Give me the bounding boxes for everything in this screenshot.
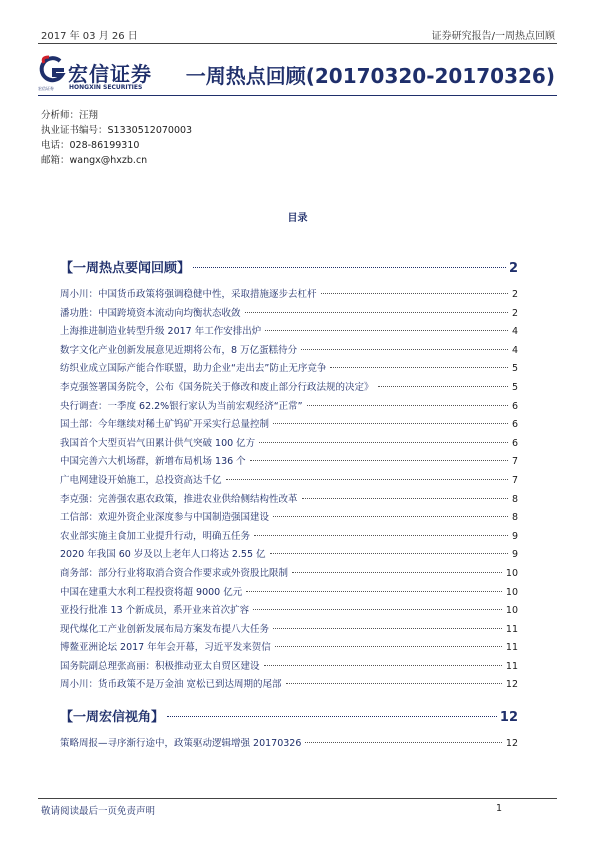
toc-entry[interactable] <box>60 491 518 510</box>
analyst-info <box>41 108 192 168</box>
toc-entry-title: 纺织业成立国际产能合作联盟，助力企业“走出去”防止无序竞争 <box>60 363 327 375</box>
toc-entry-page: 8 <box>511 512 518 524</box>
page-number: 1 <box>496 803 503 814</box>
toc-entry-page: 6 <box>511 419 518 431</box>
toc-section[interactable] <box>60 252 518 286</box>
toc-entry-title: 国土部：今年继续对稀土矿钨矿开采实行总量控制 <box>60 419 270 431</box>
toc-entry-page: 10 <box>505 605 518 617</box>
toc-leader-dots <box>245 312 508 313</box>
toc-leader-dots <box>270 553 508 554</box>
toc-entry-page: 4 <box>511 326 518 338</box>
toc-leader-dots <box>253 609 502 610</box>
toc-entry[interactable] <box>60 435 518 454</box>
toc-entry[interactable] <box>60 286 518 305</box>
toc-leader-dots <box>275 646 502 647</box>
toc-entry[interactable] <box>60 584 518 603</box>
toc-leader-dots <box>264 665 502 666</box>
logo-name-cn: 宏信证券 <box>68 62 152 86</box>
toc-leader-dots <box>302 498 508 499</box>
toc-entry[interactable] <box>60 472 518 491</box>
toc-leader-dots <box>265 330 508 331</box>
toc-entry-page: 2 <box>511 307 518 319</box>
toc-entry-page: 11 <box>505 660 518 672</box>
analyst-name: 分析师：汪翔 <box>41 110 99 121</box>
toc-section-title: 【一周宏信视角】 <box>60 710 165 726</box>
toc-entry-page: 6 <box>511 437 518 449</box>
toc-section-page: 12 <box>499 710 518 726</box>
analyst-email: 邮箱：wangx@hxzb.cn <box>41 155 148 166</box>
toc-entry-title: 工信部：欢迎外资企业深度参与中国制造强国建设 <box>60 512 270 524</box>
toc-entry[interactable] <box>60 323 518 342</box>
toc-leader-dots <box>246 591 502 592</box>
toc-entry-title: 农业部实施主食加工业提升行动，明确五任务 <box>60 530 251 542</box>
toc-entry[interactable] <box>60 639 518 658</box>
report-type: 证券研究报告/一周热点回顾 <box>431 31 555 42</box>
toc-entry-title: 数字文化产业创新发展意见近期将公布，8 万亿蛋糕待分 <box>60 344 298 356</box>
toc-entry[interactable] <box>60 453 518 472</box>
toc-leader-dots <box>193 267 506 268</box>
toc-entry[interactable] <box>60 360 518 379</box>
toc-entry[interactable] <box>60 398 518 417</box>
toc-entry-page: 9 <box>511 530 518 542</box>
toc-entry-title: 李克强签署国务院令，公布《国务院关于修改和废止部分行政法规的决定》 <box>60 381 374 393</box>
toc-entry-title: 潘功胜：中国跨境资本流动向均衡状态收敛 <box>60 307 241 319</box>
report-title: 一周热点回顾(20170320-20170326) <box>185 64 555 88</box>
toc-section[interactable] <box>60 701 518 735</box>
toc-leader-dots <box>305 742 502 743</box>
toc-entry[interactable] <box>60 416 518 435</box>
toc-leader-dots <box>307 405 508 406</box>
toc-entry[interactable] <box>60 621 518 640</box>
toc-entry-page: 4 <box>511 344 518 356</box>
toc-entry[interactable] <box>60 565 518 584</box>
toc-entry-page: 7 <box>511 456 518 468</box>
analyst-phone: 电话：028-86199310 <box>41 140 140 151</box>
logo-name-en: HONGXIN SECURITIES <box>69 84 143 91</box>
toc-entry-page: 10 <box>505 586 518 598</box>
toc-entry-page: 5 <box>511 381 518 393</box>
toc-leader-dots <box>286 683 502 684</box>
toc-leader-dots <box>292 572 502 573</box>
toc-leader-dots <box>167 716 497 717</box>
toc-entry-page: 12 <box>505 738 518 750</box>
toc-heading: 目录 <box>287 213 308 224</box>
toc-entry-page: 11 <box>505 642 518 654</box>
toc-entry[interactable] <box>60 676 518 695</box>
toc-entry-title: 央行调查：一季度 62.2%银行家认为当前宏观经济“正常” <box>60 400 303 412</box>
toc-entry-page: 11 <box>505 623 518 635</box>
toc-entry-title: 中国完善六大机场群，新增布局机场 136 个 <box>60 456 246 468</box>
toc-leader-dots <box>378 386 508 387</box>
toc-entry-page: 10 <box>505 567 518 579</box>
toc-entry-title: 中国在建重大水利工程投资将超 9000 亿元 <box>60 586 243 598</box>
toc-entry-page: 6 <box>511 400 518 412</box>
toc-entry[interactable] <box>60 658 518 677</box>
toc-entry-title: 现代煤化工产业创新发展布局方案发布提八大任务 <box>60 623 270 635</box>
toc-entry-title: 李克强：完善强农惠农政策，推进农业供给侧结构性改革 <box>60 493 298 505</box>
toc-entry-title: 2020 年我国 60 岁及以上老年人口将达 2.55 亿 <box>60 549 266 561</box>
logo-name-small: 宏信证券 <box>38 86 54 91</box>
toc-leader-dots <box>273 628 502 629</box>
analyst-license: 执业证书编号：S1330512070003 <box>41 125 193 136</box>
toc-section-title: 【一周热点要闻回顾】 <box>60 261 191 276</box>
toc-leader-dots <box>254 535 508 536</box>
toc-entry-title: 博鳌亚洲论坛 2017 年年会开幕，习近平发来贺信 <box>60 642 271 654</box>
toc-entry-title: 周小川：货币政策不是万金油 宽松已到达周期的尾部 <box>60 679 282 691</box>
toc-entry-page: 12 <box>505 679 518 691</box>
toc-entry[interactable] <box>60 379 518 398</box>
toc-entry[interactable] <box>60 528 518 547</box>
toc-leader-dots <box>226 479 508 480</box>
toc-entry-title: 国务院副总理张高丽：积极推动亚太自贸区建设 <box>60 660 260 672</box>
toc-leader-dots <box>273 516 508 517</box>
toc-entry-page: 2 <box>511 289 518 300</box>
toc-entry[interactable] <box>60 735 518 754</box>
header-divider <box>38 43 557 44</box>
toc-entry[interactable] <box>60 509 518 528</box>
toc-entry-page: 5 <box>511 363 518 375</box>
toc-section-page: 2 <box>508 261 518 276</box>
report-date: 2017 年 03 月 26 日 <box>41 31 138 42</box>
toc-entry-title: 策略周报—寻序渐行途中，政策驱动逻辑增强 20170326 <box>60 738 302 750</box>
toc-entry-page: 9 <box>511 549 518 561</box>
title-divider <box>38 95 557 96</box>
toc-leader-dots <box>301 349 508 350</box>
toc-leader-dots <box>321 293 508 294</box>
toc-entry[interactable] <box>60 305 518 324</box>
toc-entry-title: 周小川：中国货币政策将强调稳健中性，采取措施逐步去杠杆 <box>60 289 317 300</box>
toc-entry[interactable] <box>60 546 518 565</box>
toc-entry-page: 7 <box>511 474 518 486</box>
logo-mark-icon <box>38 55 66 85</box>
toc-entry[interactable] <box>60 342 518 361</box>
toc-entry-title: 亚投行批准 13 个新成员，系开业来首次扩容 <box>60 605 250 617</box>
toc-entry[interactable] <box>60 602 518 621</box>
footer-disclaimer[interactable]: 敬请阅读最后一页免责声明 <box>41 806 156 817</box>
toc-entry-title: 商务部：部分行业将取消合资合作要求或外资股比限制 <box>60 567 289 579</box>
toc-leader-dots <box>259 442 508 443</box>
toc-entry-page: 8 <box>511 493 518 505</box>
toc-leader-dots <box>250 460 508 461</box>
toc-entry-title: 我国首个大型页岩气田累计供气突破 100 亿方 <box>60 437 256 449</box>
toc-leader-dots <box>330 367 508 368</box>
toc-leader-dots <box>273 423 508 424</box>
toc-entry-title: 广电网建设开始施工，总投资高达千亿 <box>60 474 222 486</box>
company-logo <box>38 55 163 93</box>
table-of-contents <box>60 252 518 754</box>
toc-entry-title: 上海推进制造业转型升级 2017 年工作安排出炉 <box>60 326 262 338</box>
footer-divider <box>38 798 557 799</box>
